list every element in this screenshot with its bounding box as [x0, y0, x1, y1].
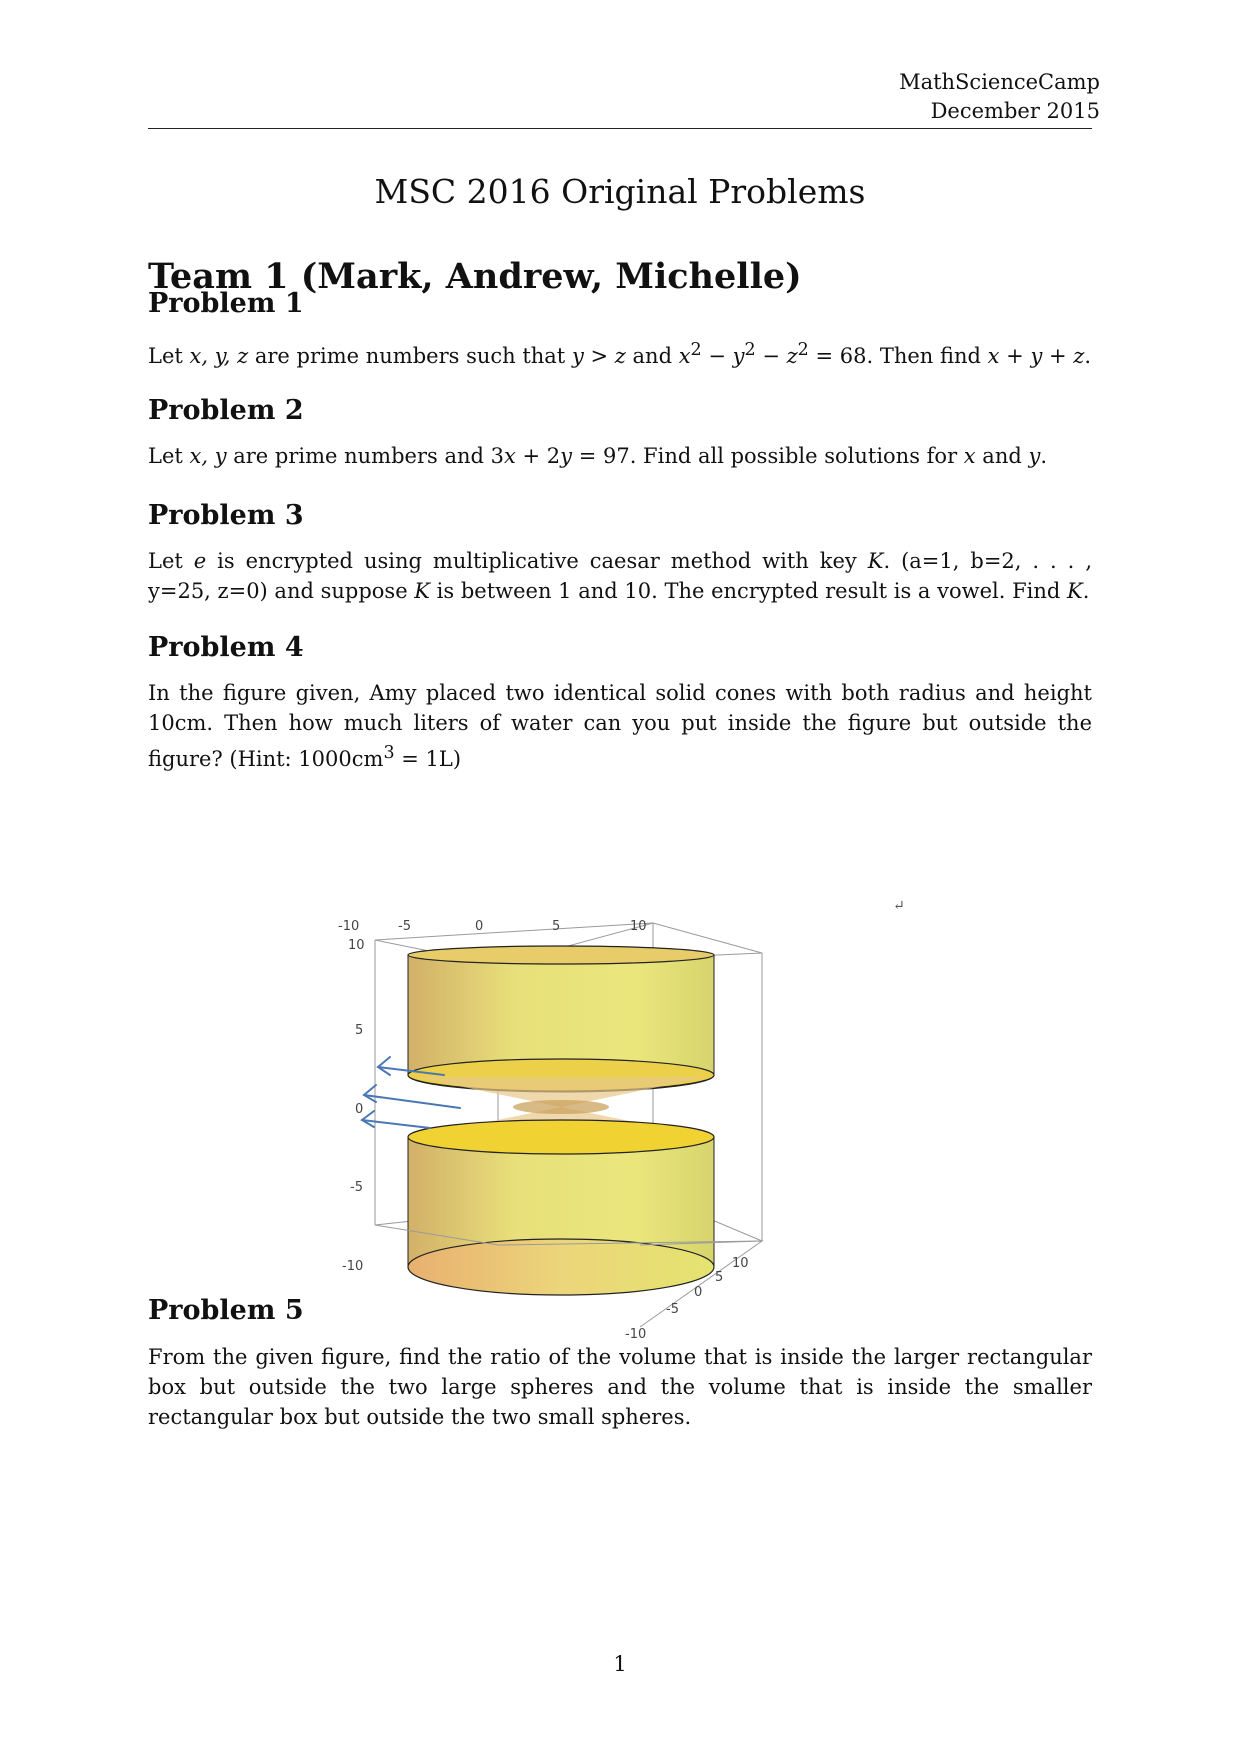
tick-label: 10	[630, 919, 647, 934]
tick-label: 0	[694, 1285, 703, 1300]
problem-3-text: Let e is encrypted using multiplicative caesar method with key K. (a=1, b=2, . . . , y=25, z=0) and suppose K is between 1 and 10. The encrypted result is a vowel. Find K.	[148, 549, 1092, 603]
header-date: December 2015	[930, 99, 1100, 123]
tick-label: -10	[338, 919, 360, 934]
return-mark-icon: ↵	[893, 898, 905, 914]
page-number: 1	[613, 1652, 627, 1676]
lower-cylinder	[408, 1120, 714, 1295]
tick-label: 5	[715, 1270, 724, 1285]
problem-4-heading: Problem 4	[148, 632, 304, 663]
problem-3-heading: Problem 3	[148, 500, 304, 531]
header-rule	[148, 128, 1092, 129]
cylinder-cones-figure	[330, 895, 890, 1405]
running-header	[899, 68, 1100, 126]
tick-label: -5	[666, 1302, 679, 1317]
problem-5-text: From the given figure, find the ratio of the volume that is inside the larger rectangular box but outside the two large spheres and the volume that is inside the smaller rectangular box but outside the two small spheres.	[148, 1345, 1092, 1429]
tick-label: 5	[355, 1023, 364, 1038]
problem-1-heading: Problem 1	[148, 288, 304, 319]
tick-label: -5	[398, 919, 411, 934]
tick-label: 0	[475, 919, 484, 934]
problem-2-text: Let x, y are prime numbers and 3x + 2y = 97. Find all possible solutions for x and y.	[148, 444, 1048, 468]
tick-label: -5	[350, 1180, 363, 1195]
problem-4-text: In the figure given, Amy placed two identical solid cones with both radius and height 10cm. Then how much liters of water can you put inside the figure but outside the figure? (Hint: $1000cm^3 = 1L$)	[148, 681, 1092, 771]
tick-label: 10	[348, 938, 365, 953]
tick-label: -10	[625, 1327, 647, 1342]
tick-label: 0	[355, 1102, 364, 1117]
problem-1-text: Let x, y, z are prime numbers such that y > z and $x^2 - y^2 - z^2 = 68$. Then find x + y + z.	[148, 340, 1092, 368]
upper-cylinder	[408, 946, 714, 1092]
axis-ticks-left	[342, 938, 365, 1274]
document-title: MSC 2016 Original Problems	[374, 172, 866, 211]
tick-label: 5	[552, 919, 561, 934]
tick-label: -10	[342, 1259, 364, 1274]
problem-5-heading: Problem 5	[148, 1295, 304, 1326]
team-heading: Team 1 (Mark, Andrew, Michelle)	[148, 256, 802, 297]
problem-2-heading: Problem 2	[148, 395, 304, 426]
header-organization: MathScienceCamp	[899, 70, 1100, 94]
tick-label: 10	[732, 1256, 749, 1271]
